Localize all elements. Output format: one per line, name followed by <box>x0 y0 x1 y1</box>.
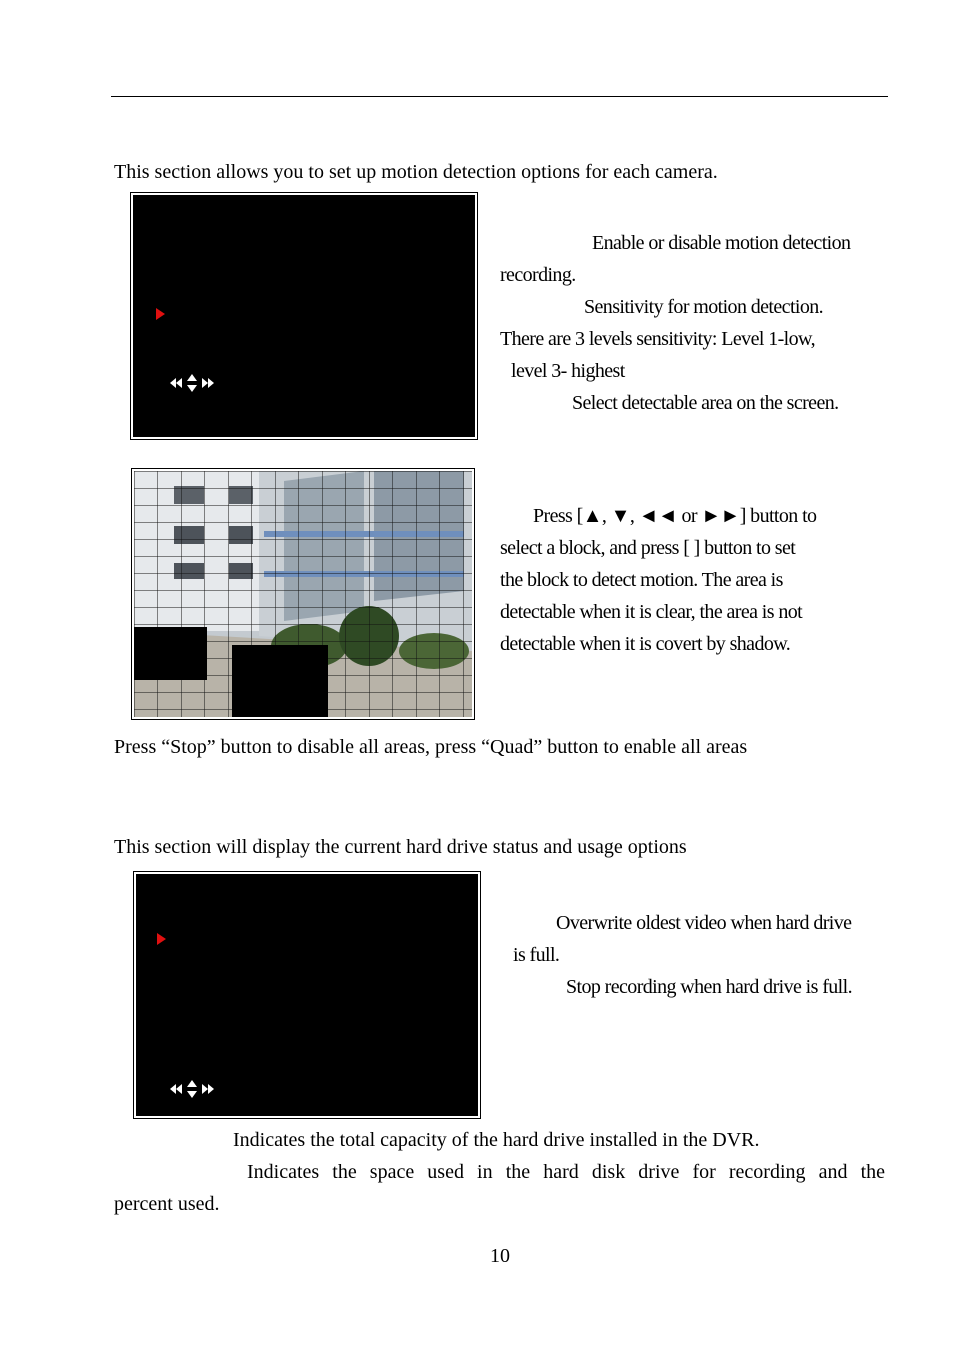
hdd-used-text-line-1: Indicates the space used in the hard disk drive for recording and the <box>247 1161 885 1183</box>
red-triangle-cursor-icon <box>157 933 166 945</box>
area-desc-line-5: detectable when it is covert by shadow. <box>500 633 791 655</box>
motion-desc-line-6: Select detectable area on the screen. <box>572 392 839 414</box>
arrow-keys-nav-icon <box>168 1079 218 1099</box>
motion-setup-screen <box>133 195 475 437</box>
page-number: 10 <box>490 1245 510 1267</box>
stop-quad-note: Press “Stop” button to disable all areas, press “Quad” button to enable all areas <box>114 736 748 758</box>
motion-intro: This section allows you to set up motion detection options for each camera. <box>114 161 718 183</box>
building-courtyard-image <box>134 471 472 717</box>
motion-desc-line-3: Sensitivity for motion detection. <box>584 296 824 318</box>
arrow-keys-nav-icon <box>168 373 218 393</box>
header-rule <box>111 96 888 97</box>
motion-desc-line-5: level 3- highest <box>511 360 625 382</box>
red-triangle-cursor-icon <box>156 308 165 320</box>
motion-desc-line-1: Enable or disable motion detection <box>592 232 851 254</box>
motion-area-camera-view <box>134 471 472 717</box>
hdd-capacity-text: Indicates the total capacity of the hard drive installed in the DVR. <box>233 1129 760 1151</box>
hdd-desc-line-3: Stop recording when hard drive is full. <box>566 976 852 998</box>
motion-desc-line-4: There are 3 levels sensitivity: Level 1-low, <box>500 328 815 350</box>
hdd-setup-screen <box>136 874 478 1116</box>
area-desc-line-1: Press [▲, ▼, ◄◄ or ►►] button to <box>533 505 817 527</box>
area-desc-line-4: detectable when it is clear, the area is not <box>500 601 803 623</box>
hdd-used-text-line-2: percent used. <box>114 1193 220 1215</box>
hdd-desc-line-2: is full. <box>513 944 560 966</box>
hdd-desc-line-1: Overwrite oldest video when hard drive <box>556 912 852 934</box>
hdd-intro: This section will display the current hard drive status and usage options <box>114 836 687 858</box>
motion-desc-line-2: recording. <box>500 264 576 286</box>
area-desc-line-3: the block to detect motion. The area is <box>500 569 783 591</box>
area-desc-line-2: select a block, and press [ ] button to set <box>500 537 796 559</box>
